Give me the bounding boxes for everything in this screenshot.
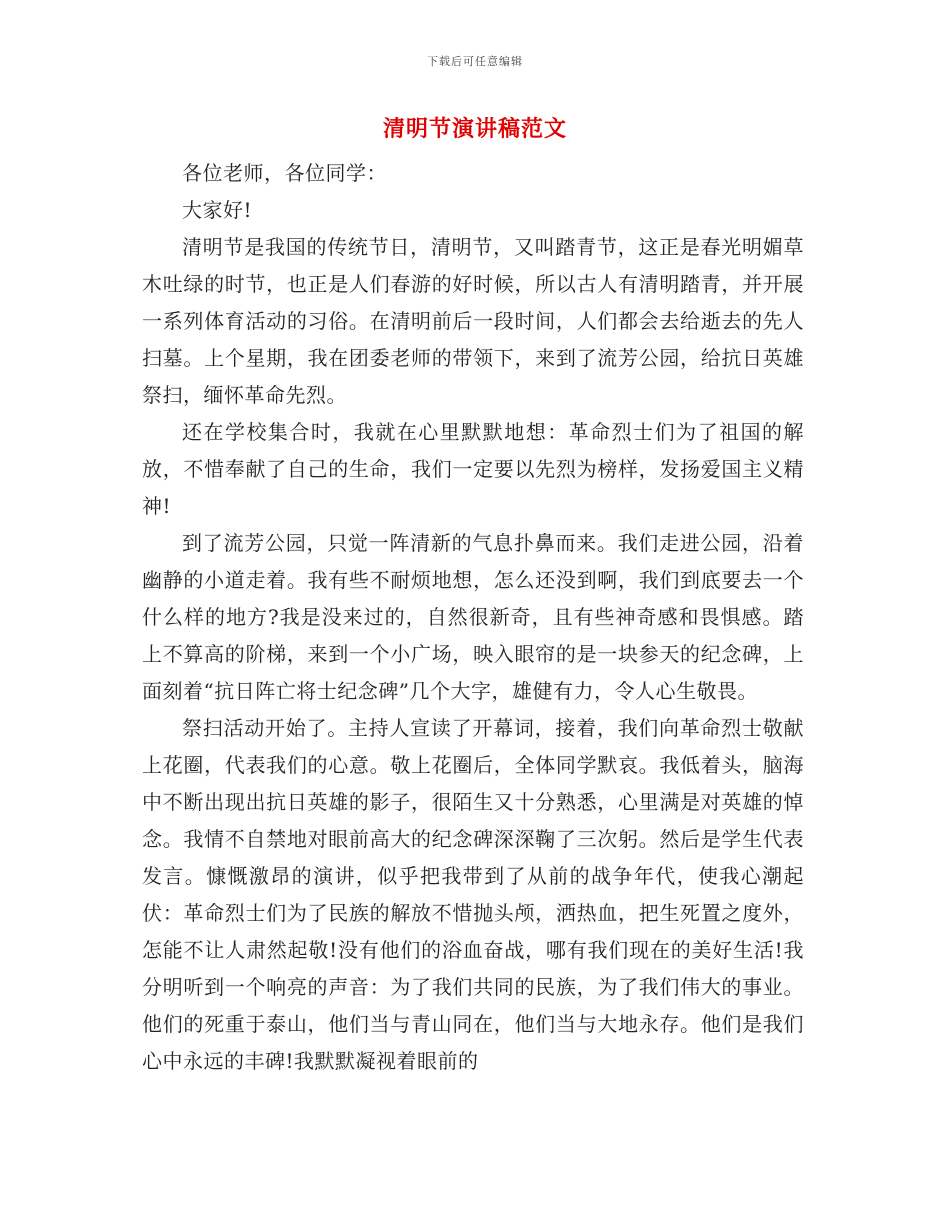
document-body [142, 155, 804, 1080]
paragraph-greeting: 大家好! [182, 198, 253, 222]
paragraph-assembly: 还在学校集合时，我就在心里默默地想：革命烈士们为了祖国的解放，不惜奉献了自己的生命，我们一定要以先烈为榜样，发扬爱国主义精神! [142, 420, 804, 518]
paragraph-ceremony: 祭扫活动开始了。主持人宣读了开幕词，接着，我们向革命烈士敬献上花圈，代表我们的心意。敬上花圈后，全体同学默哀。我低着头，脑海中不断出现出抗日英雄的影子，很陌生又十分熟悉，心里满是对英雄的悼念。我情不自禁地对眼前高大的纪念碑深深鞠了三次躬。然后是学生代表发言。慷慨激昂的演讲，似乎把我带到了从前的战争年代，使我心潮起伏：革命烈士们为了民族的解放不惜抛头颅，洒热血，把生死置之度外，怎能不让人肃然起敬!没有他们的浴血奋战，哪有我们现在的美好生活!我分明听到一个响亮的声音：为了我们共同的民族，为了我们伟大的事业。他们的死重于泰山，他们当与青山同在，他们当与大地永存。他们是我们心中永远的丰碑!我默默凝视着眼前的 [142, 716, 804, 1073]
document-title: 清明节演讲稿范文 [382, 116, 567, 142]
paragraph-park: 到了流芳公园，只觉一阵清新的气息扑鼻而来。我们走进公园，沿着幽静的小道走着。我有些不耐烦地想，怎么还没到啊，我们到底要去一个什么样的地方?我是没来过的，自然很新奇，且有些神奇感和畏惧感。踏上不算高的阶梯，来到一个小广场，映入眼帘的是一块参天的纪念碑，上面刻着“抗日阵亡将士纪念碑”几个大字，雄健有力，令人心生敬畏。 [142, 531, 804, 703]
paragraph-intro: 清明节是我国的传统节日，清明节，又叫踏青节，这正是春光明媚草木吐绿的时节，也正是人们春游的好时候，所以古人有清明踏青，并开展一系列体育活动的习俗。在清明前后一段时间，人们都会去给逝去的先人扫墓。上个星期，我在团委老师的带领下，来到了流芳公园，给抗日英雄祭扫，缅怀革命先烈。 [142, 235, 804, 407]
header-note: 下载后可任意编辑 [427, 55, 523, 68]
paragraph-salutation: 各位老师，各位同学： [182, 161, 387, 185]
